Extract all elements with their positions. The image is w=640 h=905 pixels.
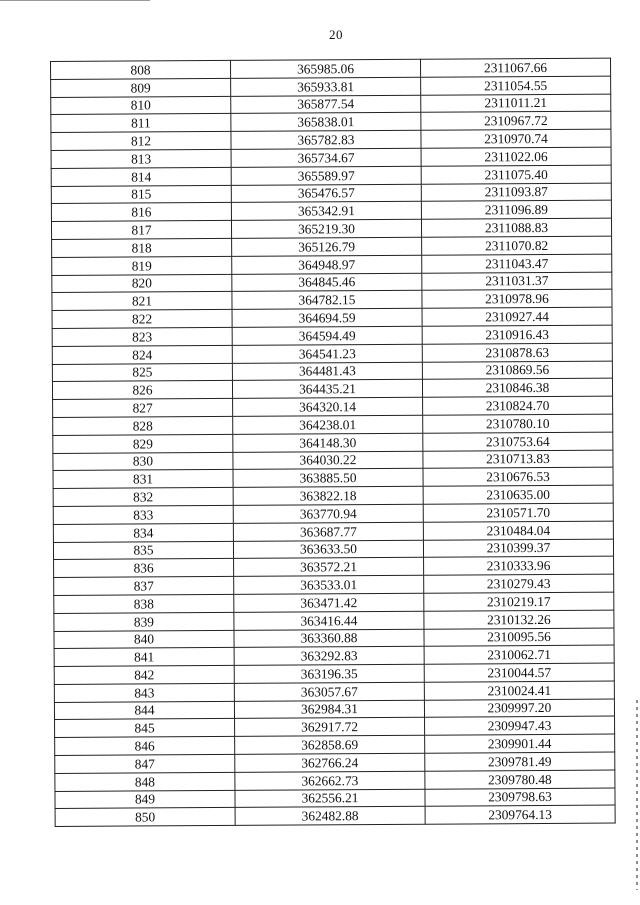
- y-coordinate-cell: 2311088.83: [421, 218, 611, 237]
- y-coordinate-cell: 2311096.89: [421, 200, 611, 219]
- x-coordinate-cell: 365342.91: [231, 202, 421, 221]
- point-number-cell: 837: [54, 576, 234, 595]
- point-number-cell: 838: [54, 594, 234, 613]
- x-coordinate-cell: 364948.97: [232, 255, 422, 274]
- y-coordinate-cell: 2310846.38: [422, 378, 612, 397]
- point-number-cell: 831: [53, 470, 233, 489]
- x-coordinate-cell: 363572.21: [234, 558, 424, 577]
- x-coordinate-cell: 364435.21: [232, 380, 422, 399]
- x-coordinate-cell: 363533.01: [234, 575, 424, 594]
- x-coordinate-cell: 363687.77: [233, 522, 423, 541]
- point-number-cell: 820: [52, 274, 232, 293]
- y-coordinate-cell: 2310676.53: [423, 467, 613, 486]
- point-number-cell: 844: [54, 701, 234, 720]
- x-coordinate-cell: 365838.01: [231, 113, 421, 132]
- point-number-cell: 810: [51, 96, 231, 115]
- y-coordinate-cell: 2310399.37: [423, 539, 613, 558]
- x-coordinate-cell: 363416.44: [234, 611, 424, 630]
- x-coordinate-cell: 364845.46: [232, 273, 422, 292]
- x-coordinate-cell: 362917.72: [235, 718, 425, 737]
- y-coordinate-cell: 2310484.04: [423, 521, 613, 540]
- point-number-cell: 816: [51, 203, 231, 222]
- y-coordinate-cell: 2310916.43: [422, 325, 612, 344]
- x-coordinate-cell: 363292.83: [234, 647, 424, 666]
- point-number-cell: 850: [55, 808, 235, 827]
- y-coordinate-cell: 2311067.66: [420, 58, 610, 77]
- x-coordinate-cell: 365476.57: [231, 184, 421, 203]
- point-number-cell: 832: [53, 488, 233, 507]
- x-coordinate-cell: 363633.50: [233, 540, 423, 559]
- y-coordinate-cell: 2310635.00: [423, 485, 613, 504]
- point-number-cell: 833: [53, 505, 233, 524]
- point-number-cell: 847: [55, 754, 235, 773]
- y-coordinate-cell: 2310279.43: [424, 574, 614, 593]
- y-coordinate-cell: 2309947.43: [425, 717, 615, 736]
- point-number-cell: 814: [51, 167, 231, 186]
- x-coordinate-cell: 363822.18: [233, 486, 423, 505]
- x-coordinate-cell: 364320.14: [233, 397, 423, 416]
- x-coordinate-cell: 365219.30: [231, 219, 421, 238]
- y-coordinate-cell: 2311070.82: [422, 236, 612, 255]
- point-number-cell: 812: [51, 132, 231, 151]
- x-coordinate-cell: 362984.31: [234, 700, 424, 719]
- x-coordinate-cell: 362766.24: [235, 753, 425, 772]
- point-number-cell: 811: [51, 114, 231, 133]
- scan-edge-marks: [636, 700, 638, 890]
- point-number-cell: 819: [52, 256, 232, 275]
- point-number-cell: 827: [53, 399, 233, 418]
- y-coordinate-cell: 2310878.63: [422, 343, 612, 362]
- x-coordinate-cell: 362556.21: [235, 789, 425, 808]
- table-row: [55, 806, 615, 827]
- y-coordinate-cell: 2311011.21: [421, 94, 611, 113]
- y-coordinate-cell: 2309780.48: [425, 770, 615, 789]
- x-coordinate-cell: 363885.50: [233, 469, 423, 488]
- point-number-cell: 830: [53, 452, 233, 471]
- y-coordinate-cell: 2310024.41: [424, 681, 614, 700]
- y-coordinate-cell: 2309781.49: [425, 752, 615, 771]
- point-number-cell: 843: [54, 683, 234, 702]
- x-coordinate-cell: 365877.54: [231, 95, 421, 114]
- point-number-cell: 829: [53, 434, 233, 453]
- x-coordinate-cell: 365985.06: [230, 59, 420, 78]
- y-coordinate-cell: 2310978.96: [422, 289, 612, 308]
- x-coordinate-cell: 362662.73: [235, 771, 425, 790]
- point-number-cell: 824: [52, 345, 232, 364]
- point-number-cell: 826: [52, 381, 232, 400]
- y-coordinate-cell: 2310753.64: [423, 432, 613, 451]
- y-coordinate-cell: 2310869.56: [422, 361, 612, 380]
- x-coordinate-cell: 364481.43: [232, 362, 422, 381]
- point-number-cell: 821: [52, 292, 232, 311]
- y-coordinate-cell: 2310095.56: [424, 628, 614, 647]
- x-coordinate-cell: 364782.15: [232, 291, 422, 310]
- y-coordinate-cell: 2311054.55: [421, 76, 611, 95]
- coordinates-table: [50, 58, 616, 828]
- point-number-cell: 815: [51, 185, 231, 204]
- point-number-cell: 842: [54, 665, 234, 684]
- point-number-cell: 817: [51, 221, 231, 240]
- point-number-cell: 813: [51, 149, 231, 168]
- y-coordinate-cell: 2309997.20: [424, 699, 614, 718]
- x-coordinate-cell: 363196.35: [234, 664, 424, 683]
- x-coordinate-cell: 365933.81: [231, 77, 421, 96]
- y-coordinate-cell: 2310967.72: [421, 111, 611, 130]
- point-number-cell: 825: [52, 363, 232, 382]
- point-number-cell: 848: [55, 772, 235, 791]
- point-number-cell: 839: [54, 612, 234, 631]
- y-coordinate-cell: 2310219.17: [424, 592, 614, 611]
- point-number-cell: 835: [53, 541, 233, 560]
- y-coordinate-cell: 2309798.63: [425, 788, 615, 807]
- point-number-cell: 845: [55, 719, 235, 738]
- y-coordinate-cell: 2309901.44: [425, 734, 615, 753]
- x-coordinate-cell: 363770.94: [233, 504, 423, 523]
- x-coordinate-cell: 362482.88: [235, 807, 425, 826]
- point-number-cell: 834: [53, 523, 233, 542]
- x-coordinate-cell: 364148.30: [233, 433, 423, 452]
- point-number-cell: 849: [55, 790, 235, 809]
- x-coordinate-cell: 363471.42: [234, 593, 424, 612]
- x-coordinate-cell: 365734.67: [231, 148, 421, 167]
- page-number: 20: [329, 27, 343, 42]
- table-body: [51, 58, 616, 827]
- y-coordinate-cell: 2310132.26: [424, 610, 614, 629]
- top-rule: [0, 0, 150, 1]
- y-coordinate-cell: 2310062.71: [424, 645, 614, 664]
- x-coordinate-cell: 362858.69: [235, 736, 425, 755]
- y-coordinate-cell: 2310713.83: [423, 450, 613, 469]
- point-number-cell: 846: [55, 737, 235, 756]
- x-coordinate-cell: 364030.22: [233, 451, 423, 470]
- point-number-cell: 828: [53, 416, 233, 435]
- y-coordinate-cell: 2310333.96: [424, 556, 614, 575]
- x-coordinate-cell: 365782.83: [231, 130, 421, 149]
- point-number-cell: 841: [54, 648, 234, 667]
- y-coordinate-cell: 2311031.37: [422, 272, 612, 291]
- point-number-cell: 840: [54, 630, 234, 649]
- y-coordinate-cell: 2310780.10: [423, 414, 613, 433]
- point-number-cell: 836: [54, 559, 234, 578]
- y-coordinate-cell: 2309764.13: [425, 806, 615, 825]
- point-number-cell: 822: [52, 310, 232, 329]
- point-number-cell: 823: [52, 327, 232, 346]
- y-coordinate-cell: 2310824.70: [423, 396, 613, 415]
- x-coordinate-cell: 364541.23: [232, 344, 422, 363]
- y-coordinate-cell: 2311022.06: [421, 147, 611, 166]
- x-coordinate-cell: 365126.79: [232, 237, 422, 256]
- y-coordinate-cell: 2311075.40: [421, 165, 611, 184]
- x-coordinate-cell: 365589.97: [231, 166, 421, 185]
- point-number-cell: 818: [52, 238, 232, 257]
- y-coordinate-cell: 2311043.47: [422, 254, 612, 273]
- x-coordinate-cell: 364238.01: [233, 415, 423, 434]
- x-coordinate-cell: 364694.59: [232, 308, 422, 327]
- x-coordinate-cell: 364594.49: [232, 326, 422, 345]
- x-coordinate-cell: 363057.67: [234, 682, 424, 701]
- point-number-cell: 808: [51, 60, 231, 79]
- point-number-cell: 809: [51, 78, 231, 97]
- x-coordinate-cell: 363360.88: [234, 629, 424, 648]
- y-coordinate-cell: 2310571.70: [423, 503, 613, 522]
- y-coordinate-cell: 2310970.74: [421, 129, 611, 148]
- y-coordinate-cell: 2310044.57: [424, 663, 614, 682]
- y-coordinate-cell: 2311093.87: [421, 183, 611, 202]
- y-coordinate-cell: 2310927.44: [422, 307, 612, 326]
